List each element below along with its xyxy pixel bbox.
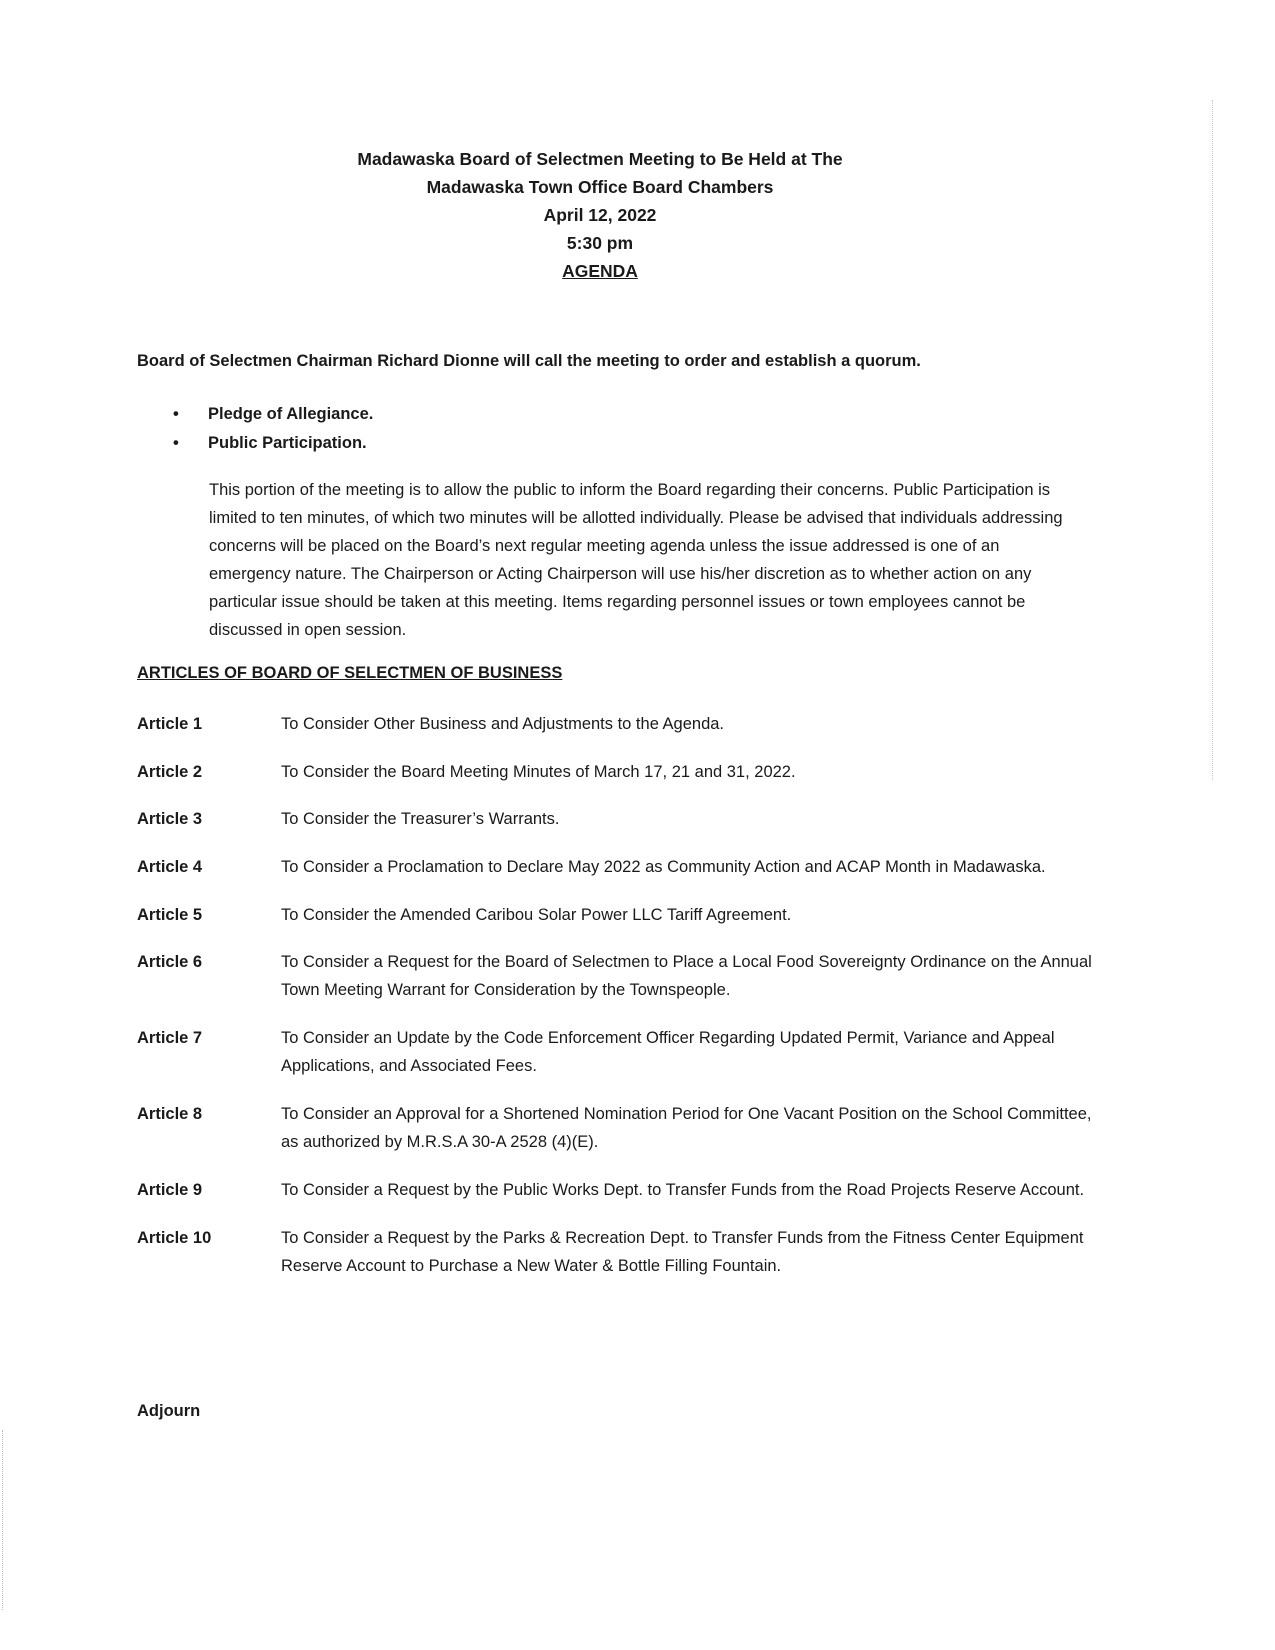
article-row [137, 710, 1097, 738]
article-label: Article 2 [137, 763, 203, 781]
article-text: To Consider a Request for the Board of Selectmen to Place a Local Food Sovereignty Ordinance on the Annual Town Meeting Warrant for Consideration by the Townspeople. [281, 953, 1092, 999]
article-label: Article 7 [137, 1029, 203, 1047]
article-row [137, 1100, 1097, 1156]
adjourn-label: Adjourn [137, 1402, 201, 1420]
document-header [0, 145, 1200, 285]
bullet-text: Public Participation. [208, 434, 367, 452]
article-row [137, 1024, 1097, 1080]
article-label: Article 6 [137, 953, 203, 971]
scan-edge-mark [1211, 100, 1213, 780]
agenda-heading: AGENDA [562, 261, 638, 281]
intro-statement: Board of Selectmen Chairman Richard Dionne will call the meeting to order and establish a quorum. [137, 352, 921, 370]
header-line-2: Madawaska Town Office Board Chambers [426, 177, 774, 197]
article-text: To Consider an Approval for a Shortened Nomination Period for One Vacant Position on the School Committee, as authorized by M.R.S.A 30-A 2528 (4)(E). [281, 1105, 1092, 1151]
article-row [137, 1176, 1097, 1204]
article-text: To Consider the Board Meeting Minutes of March 17, 21 and 31, 2022. [281, 763, 796, 781]
bullet-icon: • [173, 405, 179, 423]
article-label: Article 10 [137, 1229, 212, 1247]
section-title: ARTICLES OF BOARD OF SELECTMEN OF BUSINESS [137, 664, 563, 682]
bullet-list [173, 400, 373, 458]
article-row [137, 901, 1097, 929]
article-text: To Consider Other Business and Adjustments to the Agenda. [281, 715, 725, 733]
article-text: To Consider a Proclamation to Declare May 2022 as Community Action and ACAP Month in Madawaska. [281, 858, 1046, 876]
bullet-item [173, 400, 373, 429]
bullet-text: Pledge of Allegiance. [208, 405, 374, 423]
article-label: Article 9 [137, 1181, 203, 1199]
article-label: Article 5 [137, 906, 203, 924]
article-row [137, 758, 1097, 786]
article-text: To Consider a Request by the Parks & Recreation Dept. to Transfer Funds from the Fitness Center Equipment Reserve Account to Purchase a New Water & Bottle Filling Fountain. [281, 1229, 1084, 1275]
article-text: To Consider the Treasurer’s Warrants. [281, 810, 560, 828]
article-text: To Consider a Request by the Public Works Dept. to Transfer Funds from the Road Projects Reserve Account. [281, 1181, 1085, 1199]
public-participation-paragraph: This portion of the meeting is to allow the public to inform the Board regarding their concerns. Public Participation is limited to ten minutes, of which two minutes will be allotted individually. Please be advised that individuals addressing concerns will be placed on the Board’s next regular meeting agenda unless the issue addressed is one of an emergency nature. The Chairperson or Acting Chairperson will use his/her discretion as to whether action on any particular issue should be taken at this meeting. Items regarding personnel issues or town employees cannot be discussed in open session. [209, 481, 1063, 639]
article-row [137, 853, 1097, 881]
article-label: Article 4 [137, 858, 203, 876]
header-line-1: Madawaska Board of Selectmen Meeting to Be Held at The [357, 149, 843, 169]
article-row [137, 1224, 1097, 1280]
article-text: To Consider an Update by the Code Enforcement Officer Regarding Updated Permit, Variance and Appeal Applications, and Associated Fees. [281, 1029, 1055, 1075]
article-text: To Consider the Amended Caribou Solar Power LLC Tariff Agreement. [281, 906, 792, 924]
bullet-icon: • [173, 434, 179, 452]
article-row [137, 948, 1097, 1004]
article-label: Article 8 [137, 1105, 203, 1123]
meeting-time: 5:30 pm [566, 233, 634, 253]
article-row [137, 805, 1097, 833]
scan-edge-mark-left [2, 1430, 4, 1610]
meeting-date: April 12, 2022 [543, 205, 657, 225]
article-label: Article 3 [137, 810, 203, 828]
bullet-item [173, 429, 373, 458]
articles-list [137, 710, 1097, 1280]
article-label: Article 1 [137, 715, 203, 733]
